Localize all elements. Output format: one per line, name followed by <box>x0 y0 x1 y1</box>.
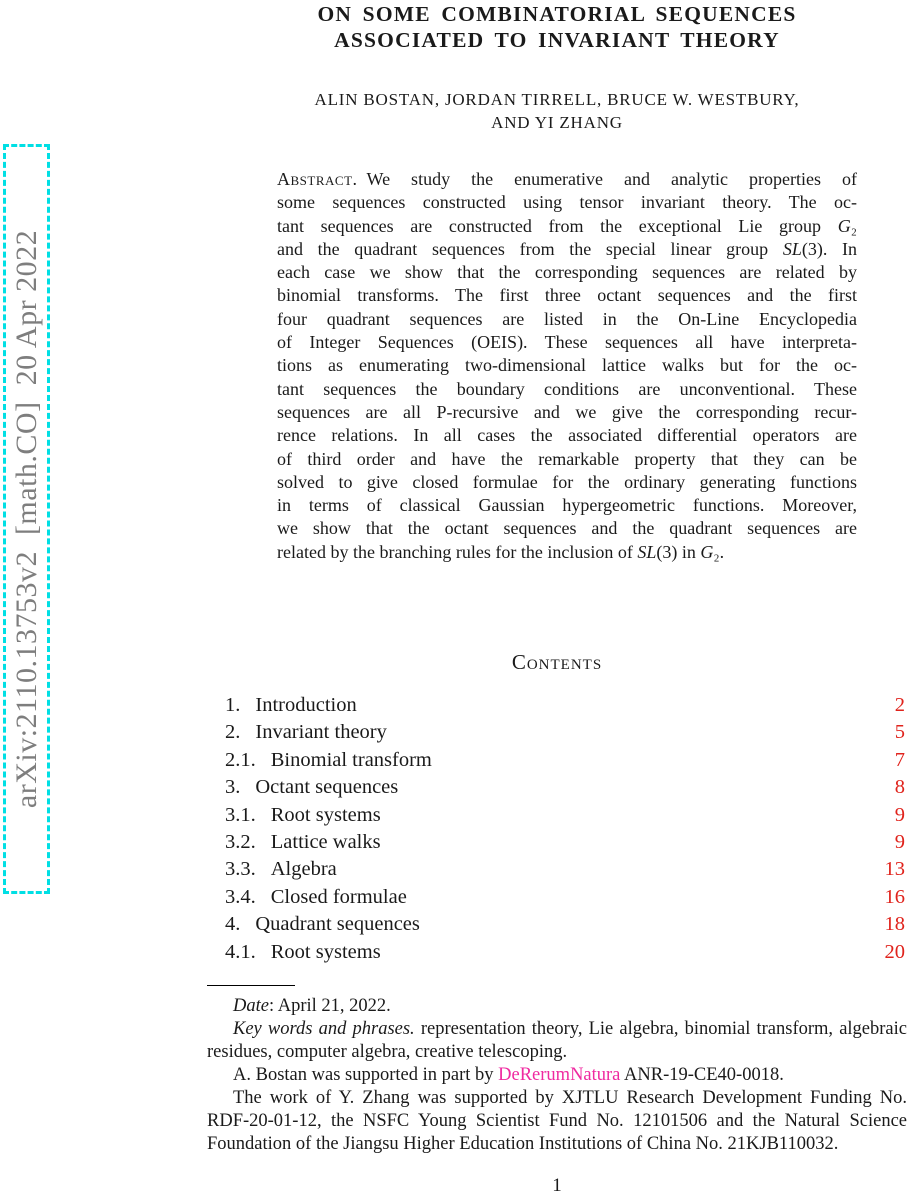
authors-line1: ALIN BOSTAN, JORDAN TIRRELL, BRUCE W. WESTBURY, <box>314 90 800 109</box>
abstract-line: we show that the octant sequences and the quadrant sequences are <box>277 518 857 539</box>
toc-entry-label: Lattice walks <box>270 830 381 853</box>
abstract-line: related by the branching rules for the inclusion of SL(3) in G₂. <box>277 541 725 562</box>
toc-entry-page-link[interactable]: 18 <box>884 913 905 936</box>
toc-entry-label: Binomial transform <box>270 748 432 771</box>
toc-entry-label: Quadrant sequences <box>255 913 420 936</box>
toc-entry-label: Root systems <box>270 940 381 963</box>
toc-entry-label: Root systems <box>270 803 381 826</box>
toc-entry-label: Algebra <box>270 858 337 881</box>
abstract-line: in terms of classical Gaussian hypergeometric functions. Moreover, <box>277 495 857 516</box>
toc-entry <box>225 694 905 721</box>
abstract-line: of third order and have the remarkable property that they can be <box>277 448 857 469</box>
toc-entry-page-link[interactable]: 16 <box>884 885 905 908</box>
toc-entry-label: Closed formulae <box>270 885 407 908</box>
abstract-line: tant sequences are constructed from the exceptional Lie group G₂ <box>277 215 857 236</box>
abstract-line: each case we show that the corresponding sequences are related by <box>277 262 857 283</box>
toc-entry <box>225 913 905 940</box>
toc-entry-label: Introduction <box>255 694 357 716</box>
toc-entry-page-link[interactable]: 9 <box>894 830 905 853</box>
abstract-line: tant sequences the boundary conditions are unconventional. These <box>277 378 857 399</box>
arxiv-stamp-box <box>3 144 50 894</box>
toc-entry-number: 3.4. <box>225 885 256 908</box>
toc-entry-page-link[interactable]: 9 <box>894 803 905 826</box>
contents-heading: Contents <box>511 650 603 674</box>
abstract-line: binomial transforms. The first three octant sequences and the first <box>277 285 857 306</box>
abstract-line: sequences are all P-recursive and we give the corresponding recur- <box>277 401 857 422</box>
footnotes <box>207 985 907 1156</box>
toc-entry-number: 1. <box>225 694 241 716</box>
abstract-line: solved to give closed formulae for the ordinary generating functions <box>277 471 857 492</box>
footnote-paragraph: A. Bostan was supported in part by DeRerumNatura ANR-19-CE40-0018. <box>233 1065 784 1085</box>
toc-entry <box>225 749 905 776</box>
toc-entry-page-link[interactable]: 2 <box>894 694 905 716</box>
paper-title-line2: ASSOCIATED TO INVARIANT THEORY <box>334 28 780 52</box>
footnote-paragraphs <box>207 995 907 1156</box>
toc-entry <box>225 858 905 885</box>
toc-entry <box>225 804 905 831</box>
authors <box>207 89 907 134</box>
abstract-line: four quadrant sequences are listed in the On-Line Encyclopedia <box>277 308 857 329</box>
toc-entry-number: 2.1. <box>225 748 256 771</box>
footnote-rule <box>207 985 295 986</box>
toc-entry-number: 3. <box>225 776 241 799</box>
authors-line2: AND YI ZHANG <box>491 112 623 132</box>
toc-entry <box>225 721 905 748</box>
abstract-line: rence relations. In all cases the associated differential operators are <box>277 425 857 446</box>
paper-title-line1: ON SOME COMBINATORIAL SEQUENCES <box>317 2 797 26</box>
toc-entry-number: 4.1. <box>225 940 256 963</box>
toc-entry-page-link[interactable]: 7 <box>894 748 905 771</box>
toc-entry <box>225 886 905 913</box>
toc-entry <box>225 831 905 858</box>
toc-entry-number: 3.3. <box>225 858 256 881</box>
dererumnatura-link[interactable]: DeRerumNatura <box>498 1065 621 1085</box>
toc-entry-page-link[interactable]: 8 <box>894 776 905 799</box>
toc-entry-number: 2. <box>225 721 241 744</box>
toc-entry-page-link[interactable]: 5 <box>894 721 905 744</box>
arxiv-identifier-link[interactable]: arXiv:2110.13753v2 [math.CO] 20 Apr 2022 <box>9 229 43 809</box>
abstract-line: some sequences constructed using tensor invariant theory. The oc- <box>277 192 857 213</box>
abstract-line: tions as enumerating two-dimensional lattice walks but for the oc- <box>277 355 857 376</box>
paper-title <box>207 1 907 53</box>
abstract-lines <box>277 168 857 564</box>
toc-entry-number: 3.1. <box>225 803 256 826</box>
toc-entry-number: 3.2. <box>225 830 256 853</box>
toc-entry-page-link[interactable]: 13 <box>884 858 905 881</box>
footnote-paragraph: The work of Y. Zhang was supported by XJTLU Research Development Funding No. RDF-20-01-12, the NSFC Young Scientist Fund No. 12101506 and the Natural Science Foundation of the Jiangsu Higher Education Institutions of China No. 21KJB110032. <box>207 1088 907 1154</box>
toc-entry <box>225 941 905 968</box>
toc-entry <box>225 776 905 803</box>
paper-content <box>207 0 907 1200</box>
toc-entry-label: Octant sequences <box>255 776 399 799</box>
abstract <box>277 168 857 564</box>
toc-entry-number: 4. <box>225 913 241 936</box>
toc-entry-page-link[interactable]: 20 <box>884 940 905 963</box>
footnote-paragraph: Date: April 21, 2022. <box>233 996 391 1016</box>
toc-entries <box>225 694 905 968</box>
abstract-line: of Integer Sequences (OEIS). These sequences all have interpreta- <box>277 332 857 353</box>
abstract-line: and the quadrant sequences from the special linear group SL(3). In <box>277 238 858 259</box>
footnote-paragraph: Key words and phrases. representation theory, Lie algebra, binomial transform, algebraic residues, computer algebra, creative telescoping. <box>207 1019 907 1062</box>
abstract-label: Abstract. <box>277 169 358 189</box>
abstract-line: Abstract. We study the enumerative and analytic properties of <box>277 169 857 189</box>
page-number: 1 <box>552 1175 562 1196</box>
toc-entry-label: Invariant theory <box>255 721 387 744</box>
